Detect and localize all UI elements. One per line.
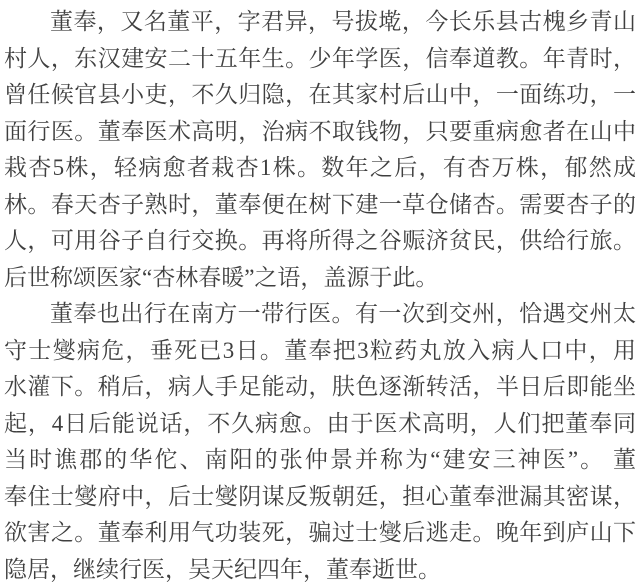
text-line: 村人，东汉建安二十五年生。少年学医，信奉道教。年青时，	[4, 45, 636, 71]
text-line: 守士燮病危，垂死已3日。董奉把3粒药丸放入病人口中，用	[4, 337, 636, 363]
text-line: 奉住士燮府中，后士燮阴谋反叛朝廷，担心董奉泄漏其密谋，	[4, 483, 636, 509]
text-line: 隐居，继续行医，吴天纪四年，董奉逝世。	[4, 556, 441, 582]
text-line: 后世称颂医家“杏林春暖”之语，盖源于此。	[4, 264, 439, 290]
paragraph-dongfeng-intro	[4, 4, 636, 296]
text-line: 起，4日后能说话，不久病愈。由于医术高明，人们把董奉同	[4, 410, 636, 436]
text-line: 人，可用谷子自行交换。再将所得之谷赈济贫民，供给行旅。	[4, 228, 636, 253]
text-line: 面行医。董奉医术高明，治病不取钱物，只要重病愈者在山中	[4, 118, 636, 144]
text-line: 欲害之。董奉利用气功装死，骗过士燮后逃走。晚年到庐山下	[4, 520, 636, 545]
text-line: 当时谯郡的华佗、南阳的张仲景并称为“建安三神医”。 董	[4, 447, 636, 472]
text-line: 董奉，又名董平，字君异，号拔墘，今长乐县古槐乡青山	[50, 9, 636, 34]
text-line: 栽杏5株，轻病愈者栽杏1株。数年之后，有杏万株，郁然成	[4, 155, 636, 180]
text-line: 林。春天杏子熟时，董奉便在树下建一草仓储杏。需要杏子的	[4, 191, 636, 217]
text-line: 水灌下。稍后，病人手足能动，肤色逐渐转活，半日后即能坐	[4, 374, 636, 399]
text-line: 曾任候官县小吏，不久归隐，在其家村后山中，一面练功，一	[4, 82, 636, 107]
text-line: 董奉也出行在南方一带行医。有一次到交州，恰遇交州太	[50, 301, 636, 326]
paragraph-dongfeng-travels	[4, 296, 636, 584]
